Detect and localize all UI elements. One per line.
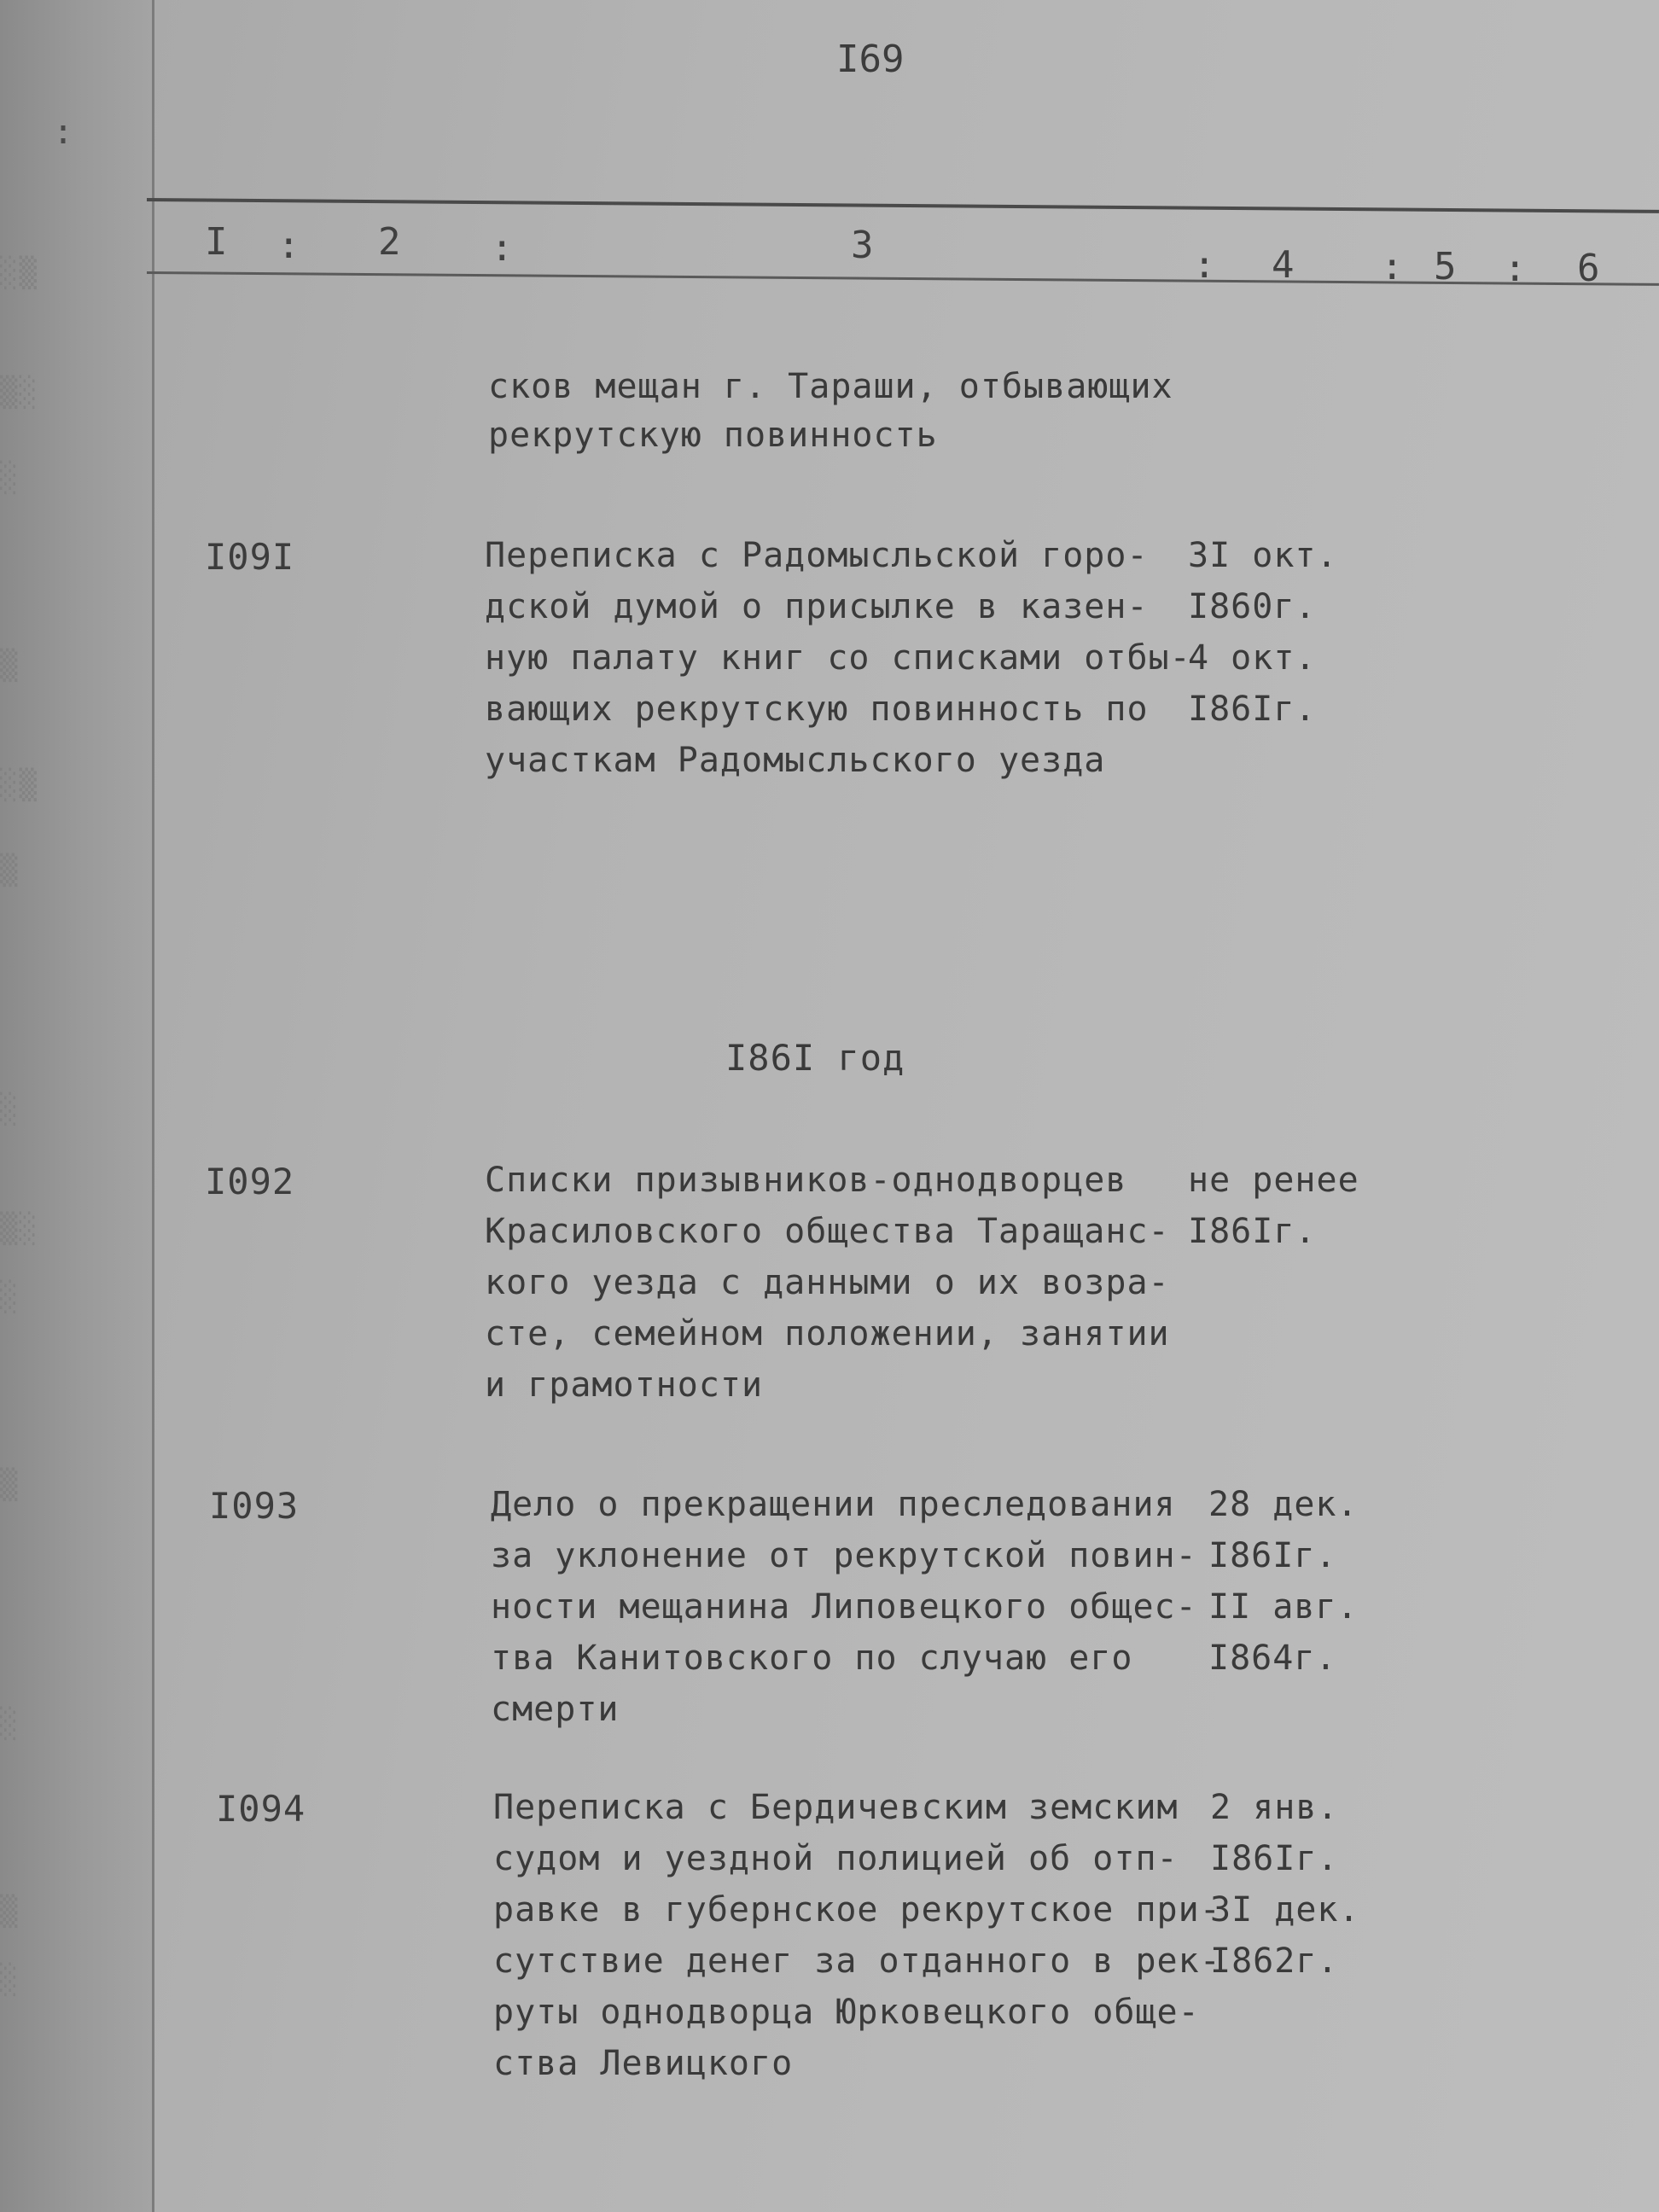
bleed-through-marks: ▒ [0, 1468, 20, 1502]
description-line: смерти [491, 1690, 620, 1729]
column-header: : [1193, 243, 1216, 287]
date-line: 3I дек. [1210, 1890, 1360, 1930]
bleed-through-marks: ▒ [0, 649, 20, 683]
description-line: руты однодворца Юрковецкого обще- [493, 1993, 1200, 2032]
description-line: рекрутскую повинность [488, 416, 938, 455]
column-header: : [1381, 245, 1404, 288]
adjacent-page-edge [0, 0, 154, 2212]
case-number: I09I [205, 536, 295, 578]
column-header: 2 [378, 220, 401, 264]
description-line: Списки призывников-однодворцев [485, 1161, 1127, 1200]
description-line: сутствие денег за отданного в рек- [493, 1941, 1221, 1981]
date-line: I860г. [1188, 587, 1317, 626]
bleed-through-marks: ░▒ [0, 768, 38, 802]
description-line: ства Левицкого [493, 2044, 794, 2083]
description-line: Переписка с Радомысльской горо- [485, 536, 1149, 575]
year-heading: I86I год [725, 1037, 905, 1079]
description-line: ности мещанина Липовецкого общес- [491, 1587, 1197, 1627]
column-header: : [277, 224, 300, 267]
case-number: I094 [216, 1788, 306, 1830]
description-line: тва Канитовского по случаю его [491, 1639, 1133, 1678]
date-line: I86Iг. [1210, 1839, 1339, 1878]
bleed-through-marks: ░ [0, 1963, 20, 1997]
date-line: I86Iг. [1188, 690, 1317, 729]
description-line: равке в губернское рекрутское при- [493, 1890, 1221, 1930]
description-line: Переписка с Бердичевским земским [493, 1788, 1179, 1827]
bleed-through-marks: ░ [0, 461, 20, 495]
column-header: 4 [1272, 243, 1295, 287]
bleed-through-marks: ░ [0, 1280, 20, 1314]
description-line: Дело о прекращении преследования [491, 1485, 1176, 1524]
description-line: ную палату книг со списками отбы- [485, 638, 1191, 678]
bleed-through-marks: ▒ [0, 853, 20, 888]
date-line: 3I окт. [1188, 536, 1338, 575]
date-line: I862г. [1210, 1941, 1339, 1981]
column-header: 3 [851, 224, 874, 267]
description-line: за уклонение от рекрутской повин- [491, 1536, 1197, 1575]
column-header: 5 [1434, 245, 1457, 288]
column-header: I [205, 220, 228, 264]
description-line: и грамотности [485, 1365, 764, 1405]
date-line: I86Iг. [1188, 1212, 1317, 1251]
case-number: I093 [209, 1485, 300, 1527]
date-line: I86Iг. [1208, 1536, 1337, 1575]
document-page [154, 0, 1659, 2212]
date-line: II авг. [1208, 1587, 1359, 1627]
description-line: Красиловского общества Таращанс- [485, 1212, 1170, 1251]
bleed-through-marks: ▒░ [0, 375, 38, 410]
description-line: дской думой о присылке в казен- [485, 587, 1149, 626]
description-line: вающих рекрутскую повинность по [485, 690, 1149, 729]
margin-mark: : [53, 113, 74, 152]
date-line: 4 окт. [1188, 638, 1317, 678]
column-header: 6 [1577, 247, 1600, 290]
date-line: не ренее [1188, 1161, 1359, 1200]
bleed-through-marks: ░▒ [0, 256, 38, 290]
date-line: 2 янв. [1210, 1788, 1339, 1827]
description-line: сков мещан г. Тараши, отбывающих [488, 367, 1173, 406]
date-line: I864г. [1208, 1639, 1337, 1678]
bleed-through-marks: ░ [0, 1707, 20, 1741]
date-line: 28 дек. [1208, 1485, 1359, 1524]
description-line: сте, семейном положении, занятии [485, 1314, 1170, 1353]
description-line: судом и уездной полицией об отп- [493, 1839, 1179, 1878]
description-line: участкам Радомысльского уезда [485, 741, 1106, 780]
bleed-through-marks: ▒░ [0, 1212, 38, 1246]
column-header: : [1504, 247, 1527, 290]
bleed-through-marks: ░ [0, 1092, 20, 1126]
column-header: : [491, 226, 514, 270]
case-number: I092 [205, 1161, 295, 1202]
description-line: кого уезда с данными о их возра- [485, 1263, 1170, 1302]
bleed-through-marks: ▒ [0, 1895, 20, 1929]
page-number: I69 [836, 38, 905, 81]
